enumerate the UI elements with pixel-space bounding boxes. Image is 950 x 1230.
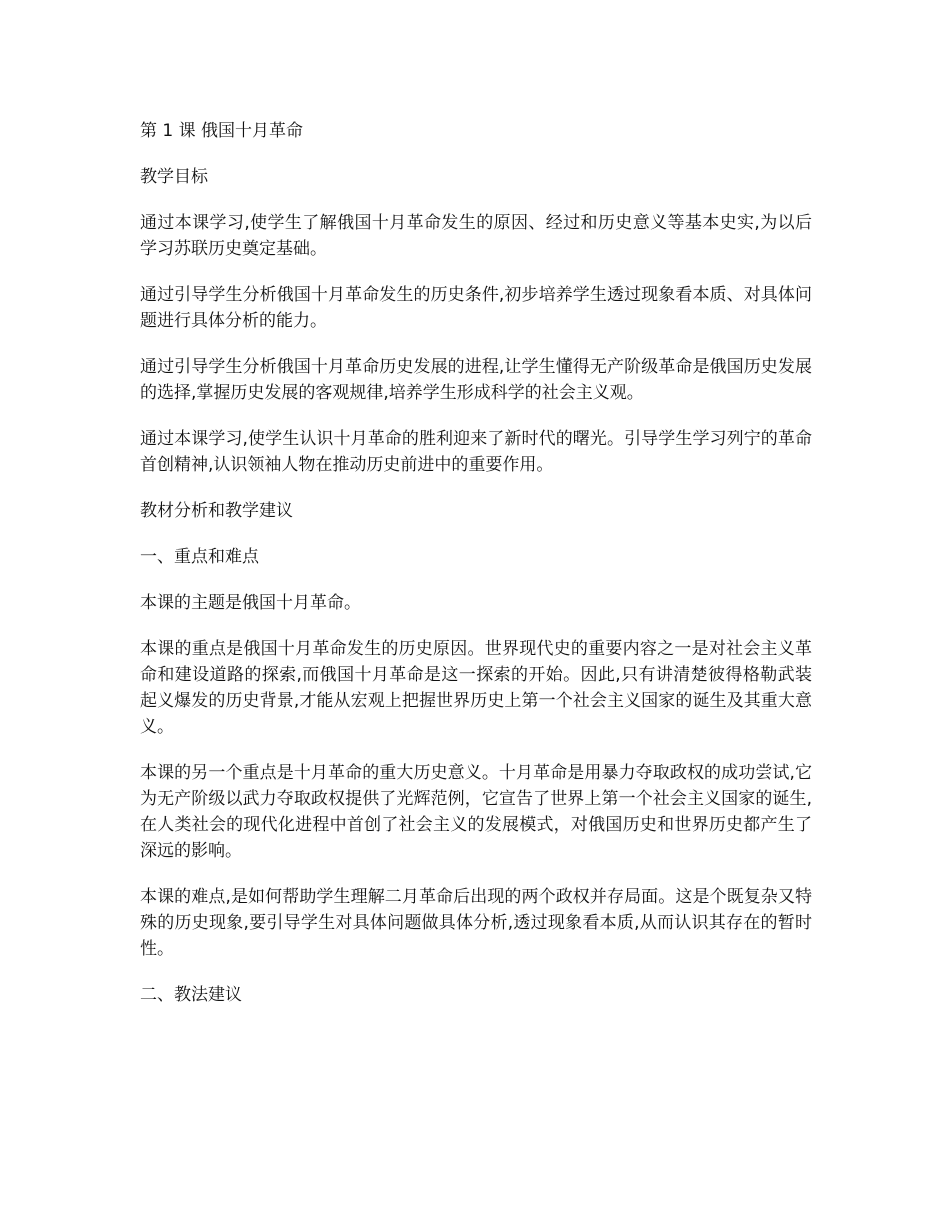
paragraph: 通过本课学习,使学生认识十月革命的胜利迎来了新时代的曙光。引导学生学习列宁的革命首创精神,认识领袖人物在推动历史前进中的重要作用。 [140,429,812,475]
paragraph: 本课的另一个重点是十月革命的重大历史意义。十月革命是用暴力夺取政权的成功尝试,它为无产阶级以武力夺取政权提供了光辉范例，它宣告了世界上第一个社会主义国家的诞生,在人类社会的现代化进程中首创了社会主义的发展模式，对俄国历史和世界历史都产生了深远的影响。 [140,763,812,861]
lesson-title: 第 1 课 俄国十月革命 [140,121,304,141]
paragraph: 通过引导学生分析俄国十月革命历史发展的进程,让学生懂得无产阶级革命是俄国历史发展的选择,掌握历史发展的客观规律,培养学生形成科学的社会主义观。 [140,357,812,403]
section-heading-teaching-goals: 教学目标 [140,167,208,187]
paragraph: 本课的难点,是如何帮助学生理解二月革命后出现的两个政权并存局面。这是个既复杂又特殊的历史现象,要引导学生对具体问题做具体分析,透过现象看本质,从而认识其存在的暂时性。 [140,887,812,959]
subsection-heading-key-points: 一、重点和难点 [140,547,259,567]
paragraph: 通过本课学习,使学生了解俄国十月革命发生的原因、经过和历史意义等基本史实,为以后学习苏联历史奠定基础。 [140,213,812,259]
paragraph: 本课的重点是俄国十月革命发生的历史原因。世界现代史的重要内容之一是对社会主义革命和建设道路的探索,而俄国十月革命是这一探索的开始。因此,只有讲清楚彼得格勒武装起义爆发的历史背景,才能从宏观上把握世界历史上第一个社会主义国家的诞生及其重大意义。 [140,639,812,737]
document-body [140,118,812,1028]
section-heading-analysis: 教材分析和教学建议 [140,501,293,521]
paragraph: 通过引导学生分析俄国十月革命发生的历史条件,初步培养学生透过现象看本质、对具体问题进行具体分析的能力。 [140,285,812,331]
paragraph: 本课的主题是俄国十月革命。 [140,593,361,613]
subsection-heading-teaching-suggestions: 二、教法建议 [140,985,242,1005]
